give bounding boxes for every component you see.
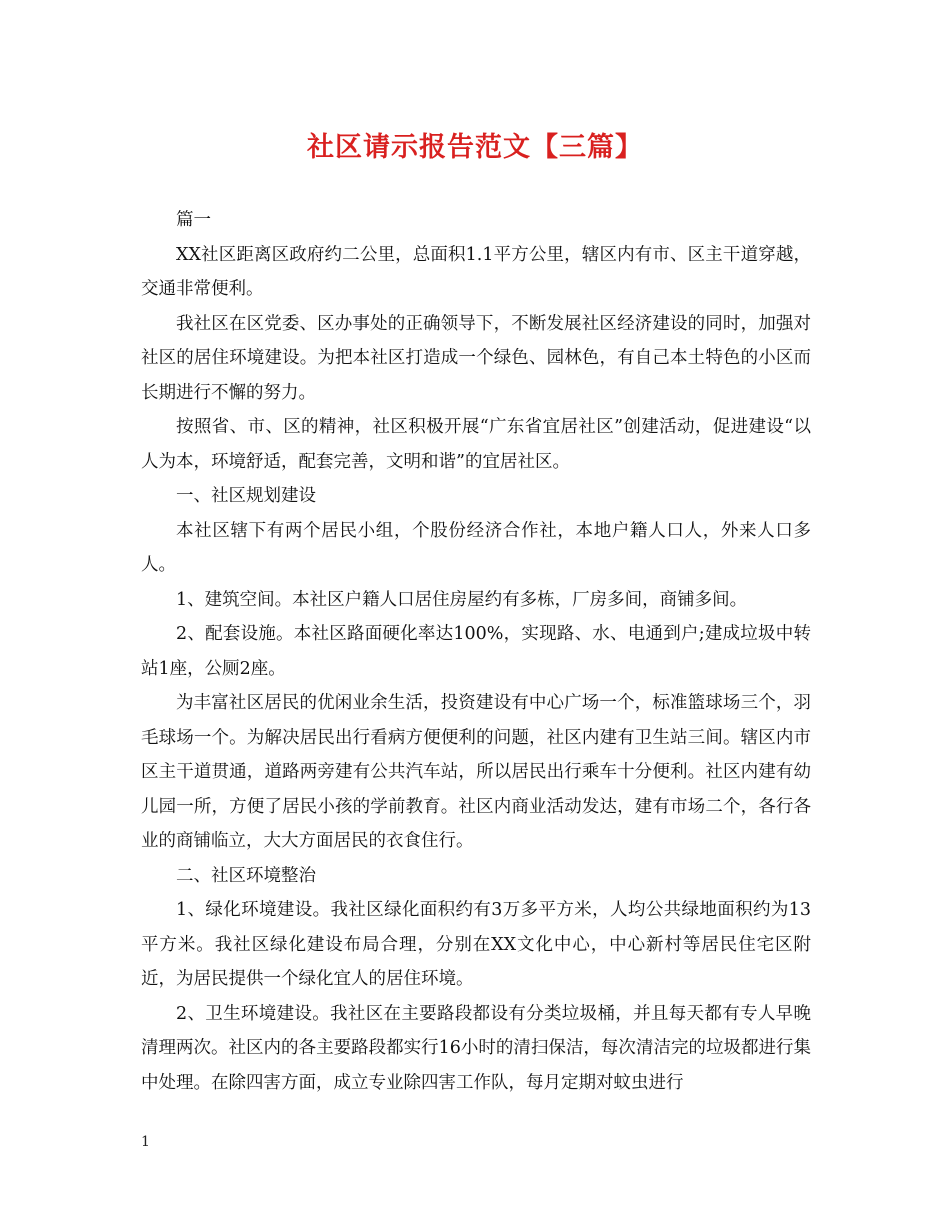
paragraph-section-label: 篇一 [176, 210, 211, 230]
document-body [141, 203, 811, 1100]
paragraph: XX社区距离区政府约二公里，总面积1.1平方公里，辖区内有市、区主干道穿越，交通非常便利。 [141, 244, 811, 299]
paragraph: 本社区辖下有两个居民小组，个股份经济合作社，本地户籍人口人，外来人口多人。 [141, 520, 811, 575]
paragraph: 2、卫生环境建设。我社区在主要路段都设有分类垃圾桶，并且每天都有专人早晚清理两次。社区内的各主要路段都实行16小时的清扫保洁，每次清洁完的垃圾都进行集中处理。在除四害方面，成立专业除四害工作队，每月定期对蚊虫进行 [141, 1003, 811, 1093]
paragraph: 1、建筑空间。本社区户籍人口居住房屋约有多栋，厂房多间，商铺多间。 [176, 589, 748, 610]
paragraph: 1、绿化环境建设。我社区绿化面积约有3万多平方米，人均公共绿地面积约为13平方米。我社区绿化建设布局合理，分别在XX文化中心，中心新村等居民住宅区附近，为居民提供一个绿化宜人的居住环境。 [141, 900, 811, 989]
section-heading: 一、社区规划建设 [176, 486, 316, 506]
paragraph: 为丰富社区居民的优闲业余生活，投资建设有中心广场一个，标准篮球场三个，羽毛球场一个。为解决居民出行看病方便便利的问题，社区内建有卫生站三间。辖区内市区主干道贯通，道路两旁建有公共汽车站，所以居民出行乘车十分便利。社区内建有幼儿园一所，方便了居民小孩的学前教育。社区内商业活动发达，建有市场二个，各行各业的商铺临立，大大方面居民的衣食住行。 [141, 693, 811, 851]
page-number: 1 [141, 1134, 150, 1150]
paragraph: 我社区在区党委、区办事处的正确领导下，不断发展社区经济建设的同时，加强对社区的居住环境建设。为把本社区打造成一个绿色、园林色，有自己本土特色的小区而长期进行不懈的努力。 [141, 313, 811, 403]
paragraph: 按照省、市、区的精神，社区积极开展“广东省宜居社区”创建活动，促进建设“以人为本，环境舒适，配套完善，文明和谐”的宜居社区。 [141, 417, 811, 472]
document-title: 社区请示报告范文【三篇】 [307, 132, 643, 163]
paragraph: 2、配套设施。本社区路面硬化率达100%，实现路、水、电通到户;建成垃圾中转站1座，公厕2座。 [141, 624, 811, 679]
section-heading: 二、社区环境整治 [176, 865, 316, 886]
